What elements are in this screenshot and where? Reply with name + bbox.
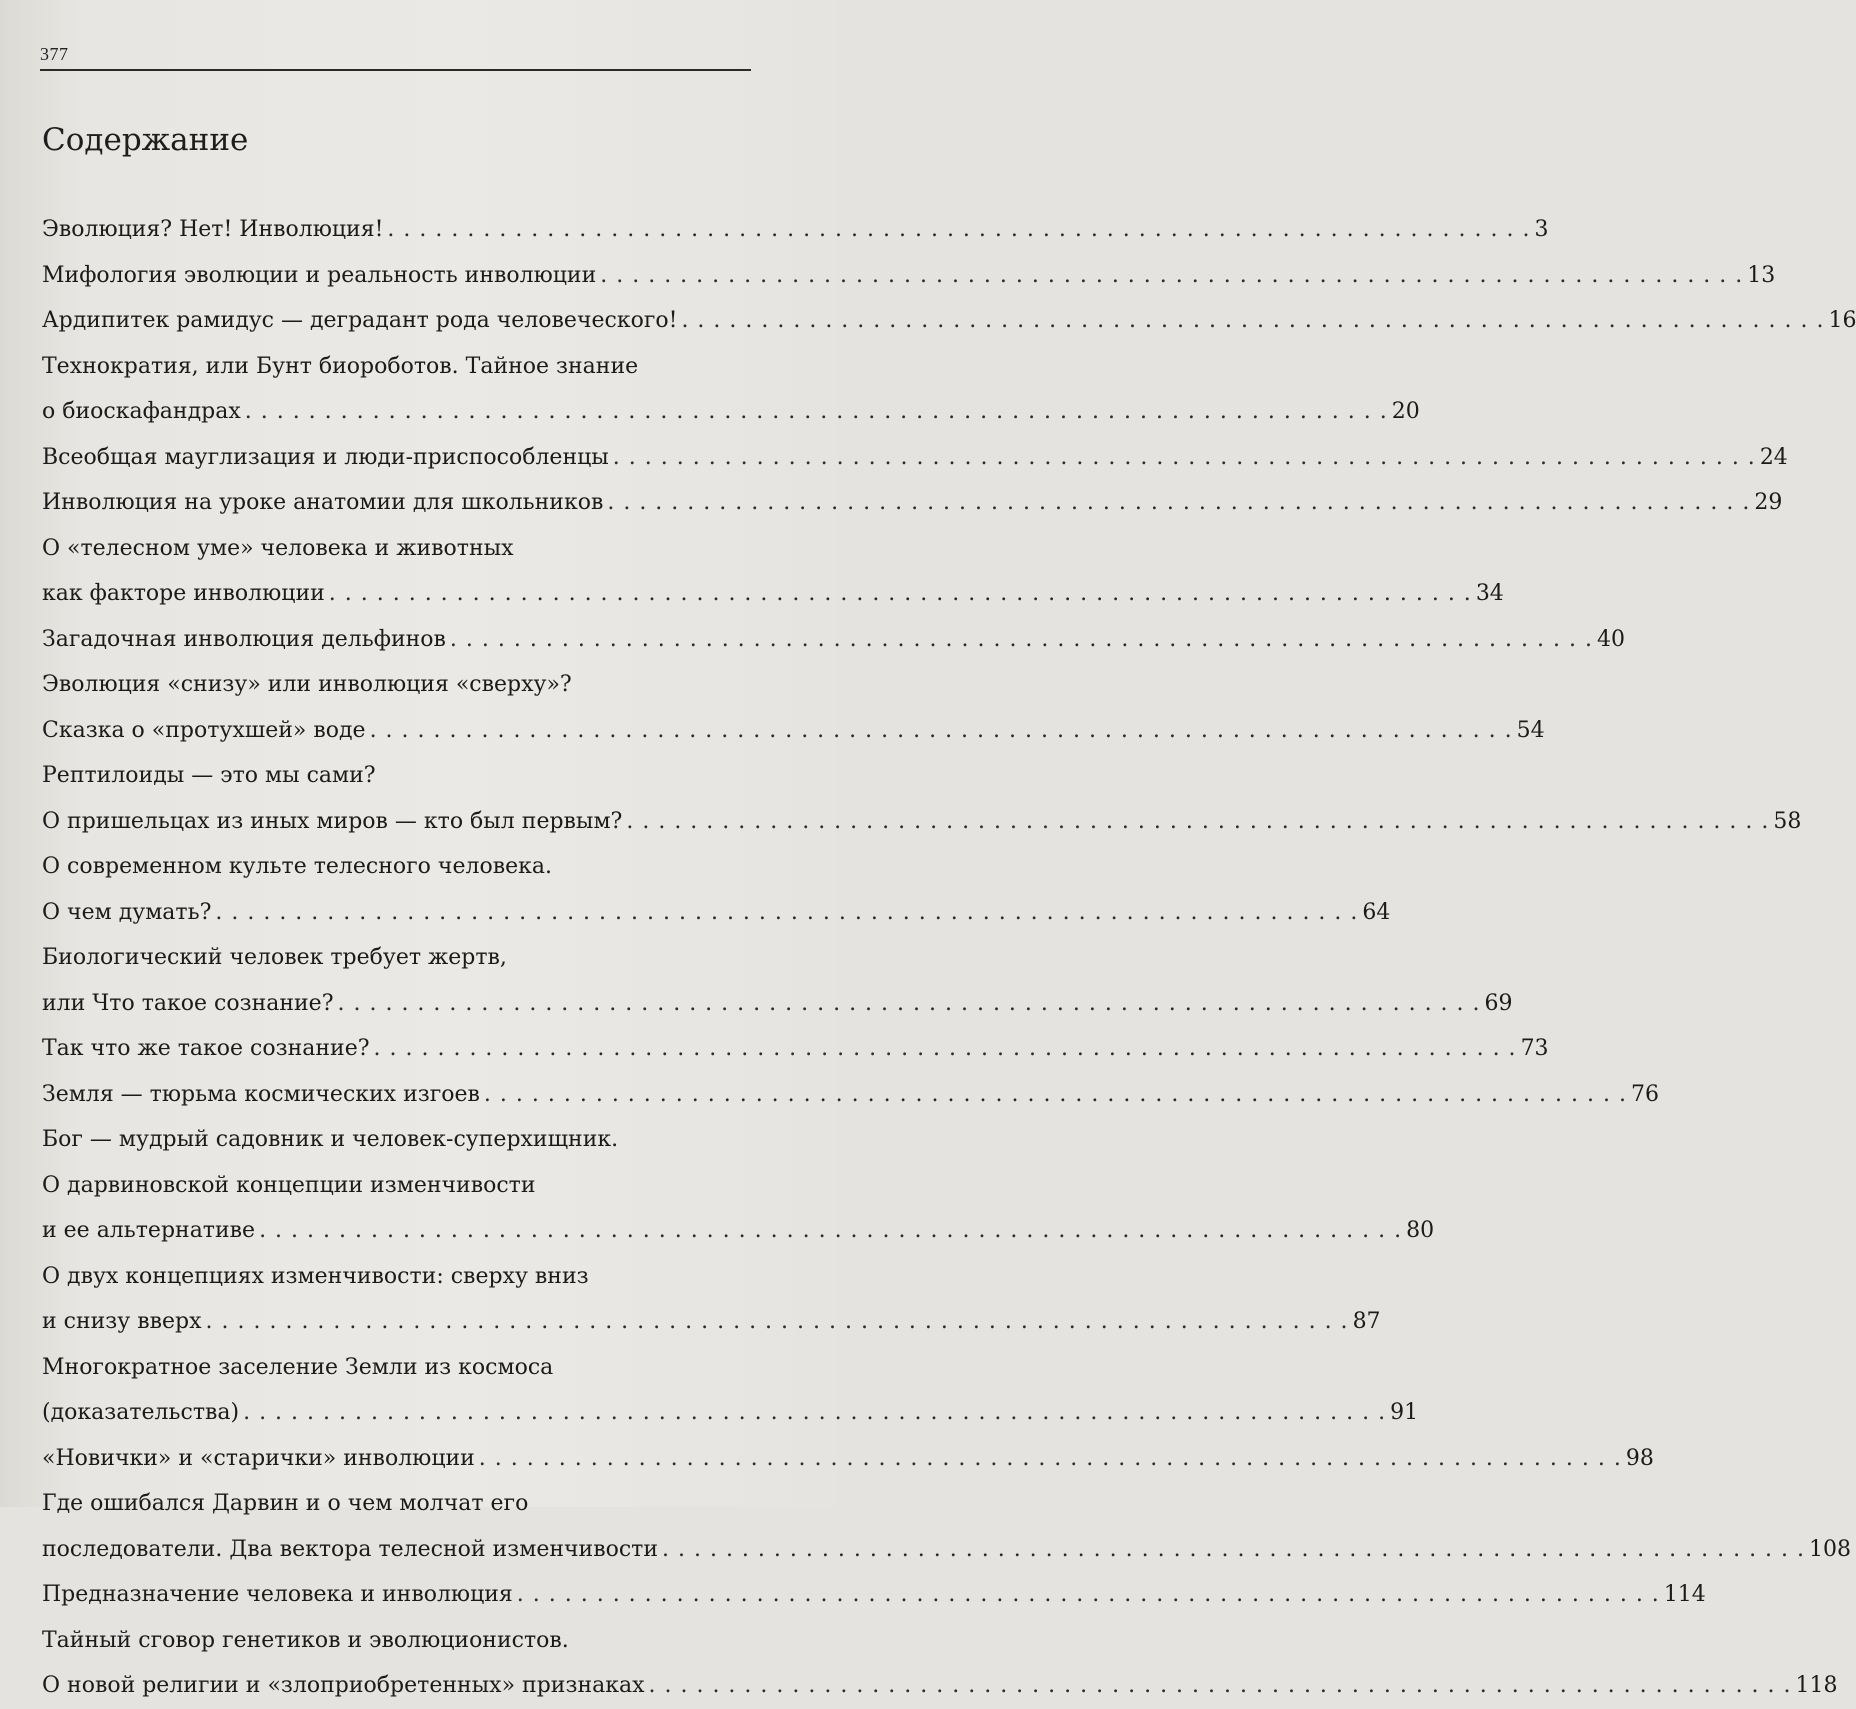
toc-entry-title: Тайный сговор генетиков и эволюционистов.	[42, 1627, 569, 1653]
toc-entry-line	[42, 435, 1788, 481]
toc-entry-title: Загадочная инволюция дельфинов	[42, 626, 446, 652]
toc-entry-title: Мифология эволюции и реальность инволюции	[42, 262, 597, 288]
toc-leader-dots	[245, 389, 1388, 435]
table-of-contents	[42, 207, 1856, 1709]
toc-entry-line	[42, 1481, 752, 1527]
toc-entry-line	[42, 1663, 1838, 1709]
toc-leader-dots	[607, 480, 1750, 526]
toc-leader-dots	[215, 890, 1358, 936]
toc-entry-title: Рептилоиды — это мы сами?	[42, 763, 376, 788]
toc-leader-dots	[681, 298, 1824, 344]
toc-entry-title: и ее альтернативе	[42, 1218, 256, 1243]
toc-page-number: 29	[1754, 490, 1783, 515]
page-number: 377	[40, 44, 69, 64]
toc-page-number: 91	[1390, 1400, 1419, 1425]
toc-entry-line	[42, 1208, 1435, 1254]
toc-leader-dots	[450, 617, 1593, 663]
toc-page-number: 16	[1828, 308, 1856, 333]
toc-entry-title: О двух концепциях изменчивости: сверху вниз	[42, 1263, 589, 1289]
toc-entry-line	[42, 662, 752, 708]
toc-entry-title: Где ошибался Дарвин и о чем молчат его	[42, 1491, 529, 1516]
toc-entry-title: Технократия, или Бунт биороботов. Тайное знание	[42, 353, 639, 379]
toc-entry-title: как факторе инволюции	[42, 581, 325, 606]
toc-page-number: 73	[1520, 1036, 1549, 1061]
toc-leader-dots	[387, 207, 1530, 253]
toc-page-number: 76	[1630, 1081, 1659, 1107]
toc-entry-title: О чем думать?	[42, 899, 212, 925]
toc-leader-dots	[206, 1299, 1349, 1345]
toc-entry-title: Всеобщая мауглизация и люди-приспособленцы	[42, 444, 609, 470]
toc-leader-dots	[338, 981, 1481, 1027]
toc-entry-title: Ардипитек рамидус — деградант рода человеческого!	[42, 308, 678, 333]
toc-entry-title: Так что же такое сознание?	[42, 1036, 370, 1061]
toc-leader-dots	[484, 1072, 1627, 1118]
toc-entry-line	[42, 799, 1802, 845]
toc-page-number: 114	[1663, 1582, 1706, 1607]
toc-entry-title: Земля — тюрьма космических изгоев	[42, 1081, 480, 1107]
toc-entry-line	[42, 389, 1420, 435]
toc-entry-line	[42, 890, 1391, 936]
toc-entry-title: О новой религии и «злоприобретенных» признаках	[42, 1673, 645, 1698]
toc-entry-line	[42, 617, 1625, 663]
toc-entry-line	[42, 1572, 1706, 1618]
toc-entry-title: О современном культе телесного человека.	[42, 854, 552, 879]
toc-page-number: 80	[1406, 1218, 1435, 1243]
toc-page-number: 64	[1362, 899, 1391, 925]
toc-entry-line	[42, 1117, 752, 1163]
toc-leader-dots	[626, 799, 1769, 845]
toc-entry-line	[42, 1299, 1381, 1345]
toc-entry-title: Эволюция «снизу» или инволюция «сверху»?	[42, 672, 572, 697]
toc-entry-line	[42, 253, 1776, 299]
toc-page-number: 118	[1795, 1673, 1838, 1698]
toc-entry-line	[42, 1026, 1549, 1072]
toc-entry-title: и снизу вверх	[42, 1309, 202, 1334]
toc-entry-line	[42, 526, 752, 572]
toc-entry-line	[42, 1390, 1419, 1436]
toc-entry-title: «Новички» и «старички» инволюции	[42, 1445, 475, 1471]
toc-entry-title: Сказка о «протухшей» воде	[42, 717, 366, 743]
toc-entry-line	[42, 571, 1504, 617]
toc-page-number: 40	[1596, 626, 1625, 652]
toc-leader-dots	[479, 1436, 1622, 1482]
toc-entry-title: Биологический человек требует жертв,	[42, 945, 507, 970]
toc-entry-line	[42, 708, 1545, 754]
toc-page-number: 24	[1759, 444, 1788, 470]
toc-leader-dots	[374, 1026, 1517, 1072]
toc-page-number: 20	[1391, 399, 1420, 424]
toc-page-number: 58	[1773, 808, 1802, 834]
toc-leader-dots	[662, 1527, 1805, 1573]
toc-entry-title: Бог — мудрый садовник и человек-суперхищник.	[42, 1127, 619, 1152]
toc-entry-title: О дарвиновской концепции изменчивости	[42, 1172, 536, 1198]
toc-entry-title: последователи. Два вектора телесной изменчивости	[42, 1536, 658, 1562]
toc-entry-title: или Что такое сознание?	[42, 990, 334, 1016]
toc-entry-line	[42, 207, 1549, 253]
toc-leader-dots	[517, 1572, 1660, 1618]
toc-entry-line	[42, 753, 752, 799]
toc-entry-title: Многократное заселение Земли из космоса	[42, 1354, 554, 1380]
toc-page-number: 54	[1516, 717, 1545, 743]
toc-entry-title: Инволюция на уроке анатомии для школьников	[42, 490, 604, 515]
toc-entry-title: Предназначение человека и инволюция	[42, 1582, 513, 1607]
toc-page-number: 13	[1747, 262, 1776, 288]
toc-entry-title: о биоскафандрах	[42, 399, 241, 424]
toc-entry-line	[42, 1436, 1654, 1482]
toc-leader-dots	[649, 1663, 1792, 1709]
toc-leader-dots	[600, 253, 1743, 299]
header-rule	[40, 69, 751, 71]
toc-leader-dots	[259, 1208, 1402, 1254]
toc-entry-line	[42, 1527, 1852, 1573]
toc-entry-line	[42, 1618, 752, 1664]
toc-leader-dots	[613, 435, 1756, 481]
toc-entry-line	[42, 298, 1856, 344]
toc-entry-title: Эволюция? Нет! Инволюция!	[42, 217, 384, 242]
toc-entry-line	[42, 480, 1783, 526]
toc-page-number: 87	[1352, 1309, 1381, 1334]
toc-entry-line	[42, 1072, 1659, 1118]
toc-leader-dots	[329, 571, 1472, 617]
page-title: Содержание	[42, 122, 249, 158]
toc-page-number: 98	[1625, 1445, 1654, 1471]
toc-page-number: 108	[1809, 1536, 1852, 1562]
toc-entry-title: О «телесном уме» человека и животных	[42, 535, 514, 561]
toc-entry-line	[42, 981, 1513, 1027]
toc-entry-line	[42, 1163, 752, 1209]
toc-page-number: 34	[1475, 581, 1504, 606]
toc-entry-title: (доказательства)	[42, 1400, 240, 1425]
toc-entry-line	[42, 1345, 752, 1391]
toc-entry-line	[42, 935, 752, 981]
toc-entry-title: О пришельцах из иных миров — кто был первым?	[42, 808, 623, 834]
toc-entry-line	[42, 344, 752, 390]
toc-page-number: 3	[1534, 217, 1549, 242]
toc-entry-line	[42, 844, 752, 890]
toc-entry-line	[42, 1254, 752, 1300]
toc-leader-dots	[243, 1390, 1386, 1436]
toc-leader-dots	[370, 708, 1513, 754]
toc-page-number: 69	[1484, 990, 1513, 1016]
